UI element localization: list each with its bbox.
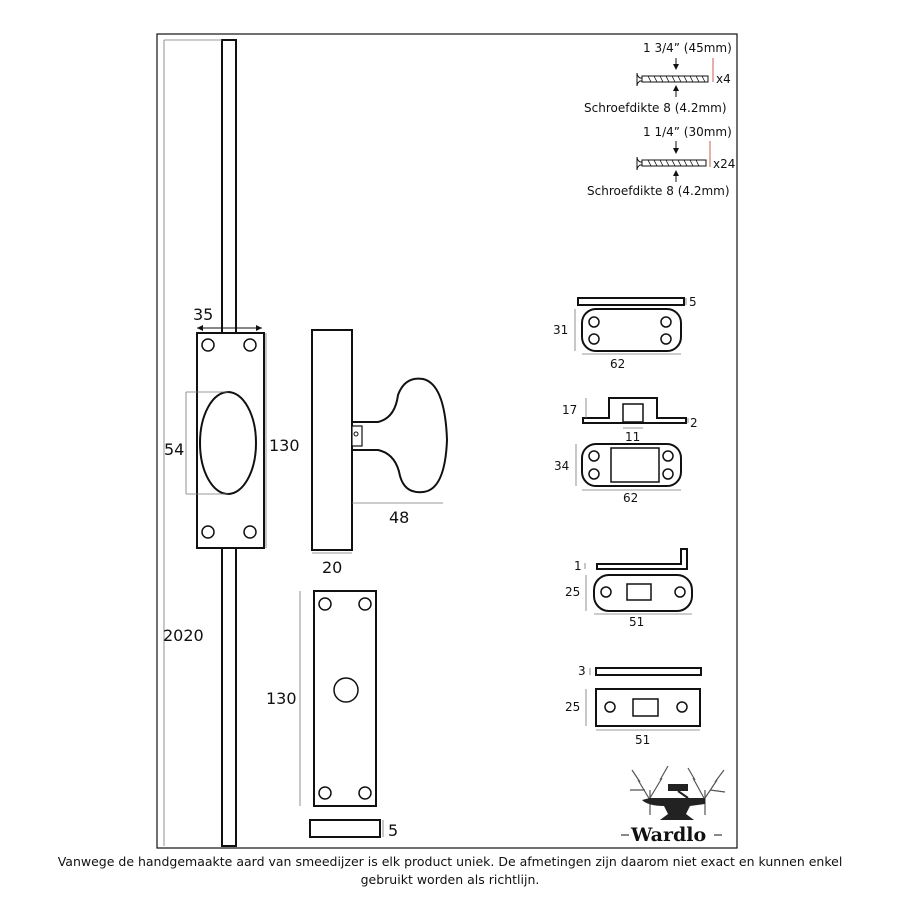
wardlo-logo [621, 766, 725, 846]
screw-2-length: 1 1/4” (30mm) [643, 125, 732, 139]
screw-hole [589, 469, 599, 479]
plate-height-dimension [266, 333, 300, 548]
screw-1-length: 1 3/4” (45mm) [643, 41, 732, 55]
screw-hole [661, 334, 671, 344]
guide-1-height: 31 [553, 323, 569, 337]
keep-hole [334, 678, 358, 702]
screw-hole [605, 702, 615, 712]
keep-height-label: 130 [266, 689, 297, 708]
keep-4-width: 51 [635, 733, 651, 747]
plate-height-label: 130 [269, 436, 300, 455]
keep-4 [565, 664, 701, 747]
screw-1-quantity: x4 [716, 72, 731, 86]
screw-2-gauge: Schroefdikte 8 (4.2mm) [587, 184, 730, 198]
guide-2-thickness: 2 [690, 416, 698, 430]
keep-4-thickness: 3 [578, 664, 586, 678]
screw-hole [359, 787, 371, 799]
backplate-side [312, 330, 447, 550]
hammer-icon [668, 784, 688, 791]
screw-hole [589, 451, 599, 461]
knob-height-label: 54 [164, 440, 185, 459]
screw-hole [601, 587, 611, 597]
screw-hole [663, 451, 673, 461]
keep-3-height: 25 [565, 585, 581, 599]
screw-hole [589, 334, 599, 344]
rod-length-label: 2020 [163, 626, 204, 645]
keep-plate [314, 591, 376, 806]
screw-2-quantity: x24 [713, 157, 736, 171]
screw-hole [359, 598, 371, 610]
guide-2 [554, 398, 698, 505]
screw-1-icon [637, 73, 642, 86]
keep-3-width: 51 [629, 615, 645, 629]
screw-hole [244, 339, 256, 351]
screw-hole [663, 469, 673, 479]
disclaimer-note: Vanwege de handgemaakte aard van smeedijzer is elk product uniek. De afmetingen zijn daarom niet exact en kunnen enkel gebruikt worden als richtlijn. [57, 854, 843, 887]
brand-name: Wardlo [631, 824, 707, 846]
screw-hole [202, 339, 214, 351]
plate-width-label: 35 [193, 305, 214, 324]
screw-hole [677, 702, 687, 712]
knob-projection-dimension [352, 503, 443, 527]
oval-knob [200, 392, 256, 494]
guide-1-width: 62 [610, 357, 626, 371]
keep-thickness-label: 5 [388, 821, 399, 840]
screw-1-gauge: Schroefdikte 8 (4.2mm) [584, 101, 727, 115]
guide-2-width: 62 [623, 491, 639, 505]
guide-1-thickness: 5 [689, 295, 697, 309]
screw-spec-1 [584, 41, 732, 115]
screw-hole [202, 526, 214, 538]
screw-spec-2 [587, 125, 735, 198]
keep-3 [565, 549, 692, 629]
guide-2-slot: 11 [625, 430, 641, 444]
knob-side [352, 379, 447, 493]
plate-depth-label: 20 [322, 558, 343, 577]
keep-3-thickness: 1 [574, 559, 582, 573]
keep-height-dimension [266, 591, 300, 806]
screw-hole [675, 587, 685, 597]
screw-hole [319, 598, 331, 610]
keep-3-side [597, 549, 687, 569]
screw-hole [319, 787, 331, 799]
guide-2-plate-height: 34 [554, 459, 570, 473]
backplate-front [197, 333, 264, 548]
keep-thickness-view [310, 820, 398, 840]
screw-hole [244, 526, 256, 538]
anvil-icon [642, 798, 705, 820]
plate-depth-dimension [312, 553, 352, 577]
guide-1 [553, 295, 697, 371]
keep-4-height: 25 [565, 700, 581, 714]
guide-2-height: 17 [562, 403, 578, 417]
screw-hole [661, 317, 671, 327]
knob-projection-label: 48 [389, 508, 410, 527]
screw-2-icon [637, 157, 642, 170]
screw-hole [589, 317, 599, 327]
